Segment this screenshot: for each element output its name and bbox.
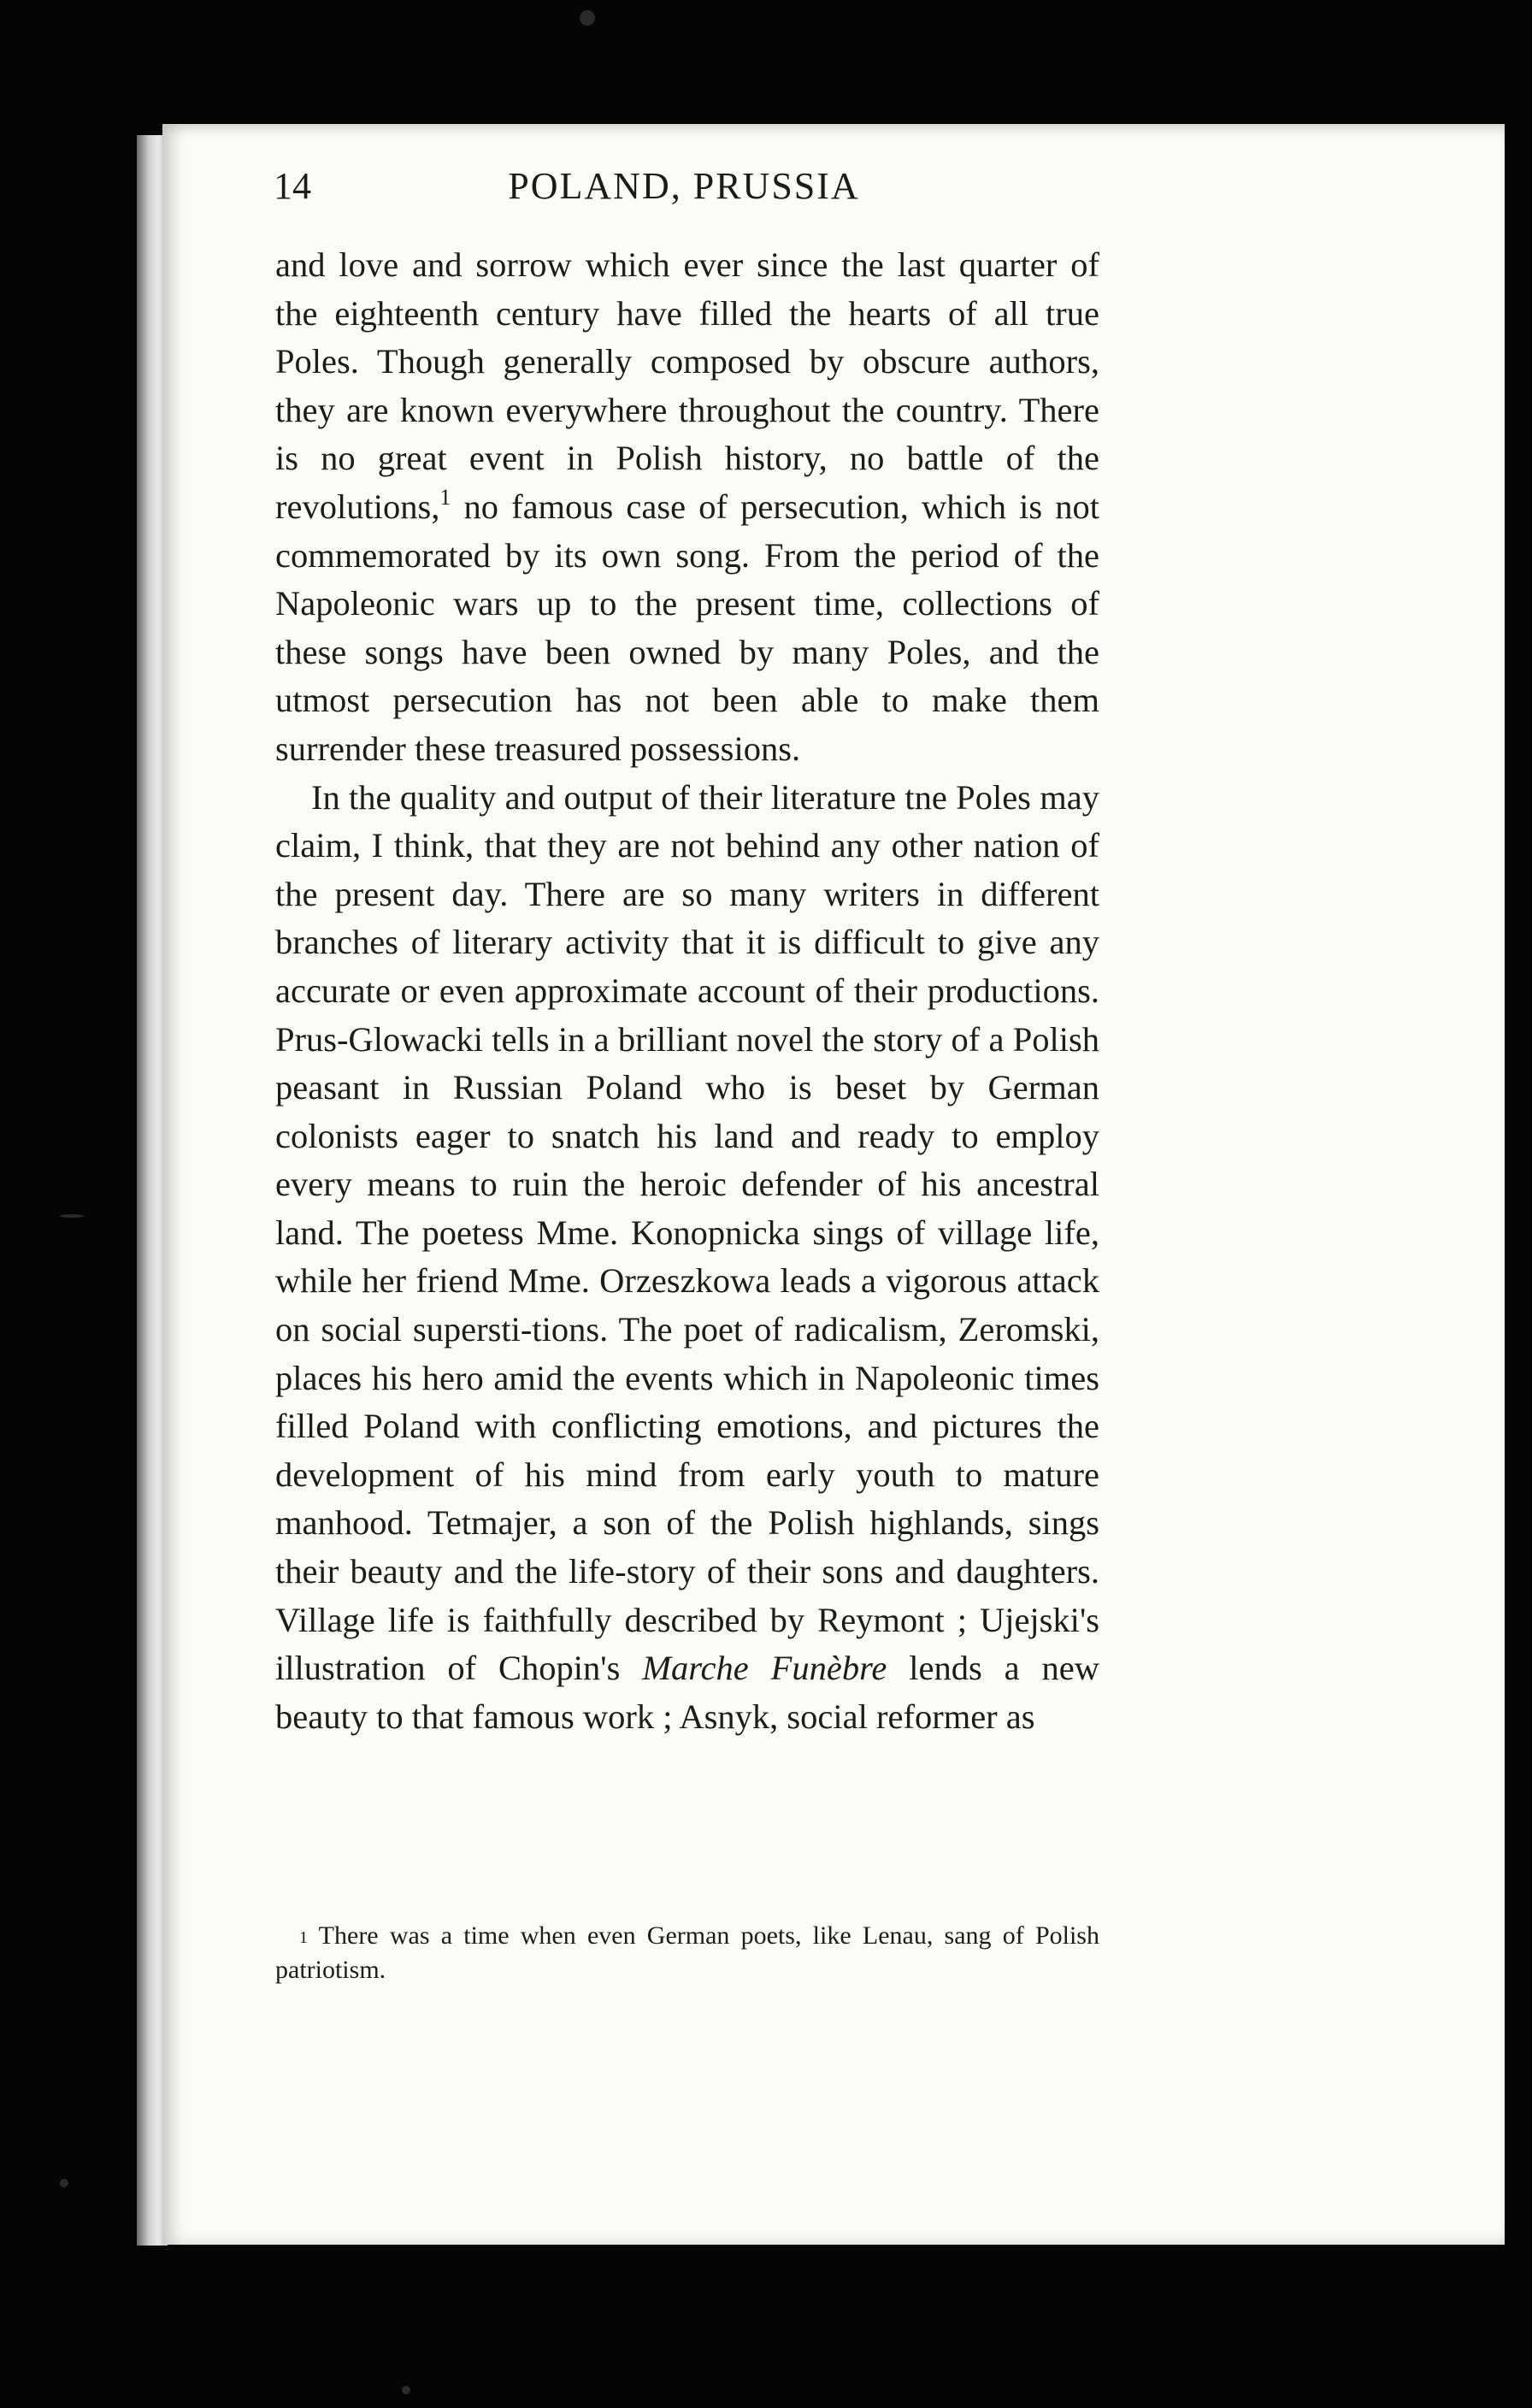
- footnote-text: There was a time when even German poets, like Lenau, sang of Polish patriotism.: [275, 1921, 1099, 1984]
- footnote: [275, 1919, 1099, 1987]
- body-text: [275, 241, 1099, 1741]
- dust-speck: [402, 2386, 410, 2394]
- paragraph: [275, 774, 1099, 1742]
- paragraph-text: and love and sorrow which ever since the last quarter of the eighteenth century have filled the hearts of all true Poles. Though generally composed by obscure authors, they are known everywhere throughout the country. There is no great event in Polish history, no battle of the revolutions,: [275, 245, 1099, 526]
- paragraph-text: lends a new beauty to that famous work ; Asnyk, social reformer as: [275, 1649, 1099, 1736]
- page-number: 14: [274, 165, 311, 207]
- dust-speck: [60, 1214, 84, 1218]
- footnote-mark: 1: [299, 1928, 308, 1947]
- running-head: [274, 164, 1094, 224]
- paragraph-text: no famous case of persecution, which is not commemorated by its own song. From the period of the Napoleonic wars up to the present time, collections of these songs have been owned by many Poles, and the utmost persecution has not been able to make them surrender these treasured possessions.: [275, 487, 1099, 768]
- paragraph-text: In the quality and output of their literature tne Poles may claim, I think, that they are not behind any other nation of the present day. There are so many writers in different branches of literary activity that it is difficult to give any accurate or even approximate account of their productions. Prus-Glowacki tells in a brilliant novel the story of a Polish peasant in Russian Poland who is beset by German colonists eager to snatch his land and ready to employ every means to ruin the heroic defender of his ancestral land. The poetess Mme. Konopnicka sings of village life, while her friend Mme. Orzeszkowa leads a vigorous attack on social supersti-tions. The poet of radicalism, Zeromski, places his hero amid the events which in Napoleonic times filled Poland with conflicting emotions, and pictures the development of his mind from early youth to mature manhood. Tetmajer, a son of the Polish highlands, sings their beauty and the life-story of their sons and daughters. Village life is faithfully described by Reymont ; Ujejski's illustration of Chopin's: [275, 777, 1099, 1688]
- dust-speck: [60, 2179, 68, 2187]
- dust-speck: [580, 10, 595, 26]
- running-title: POLAND, PRUSSIA: [508, 165, 860, 207]
- paragraph: [275, 241, 1099, 774]
- footnote-reference: 1: [439, 484, 451, 510]
- italic-title: Marche Funèbre: [642, 1649, 887, 1688]
